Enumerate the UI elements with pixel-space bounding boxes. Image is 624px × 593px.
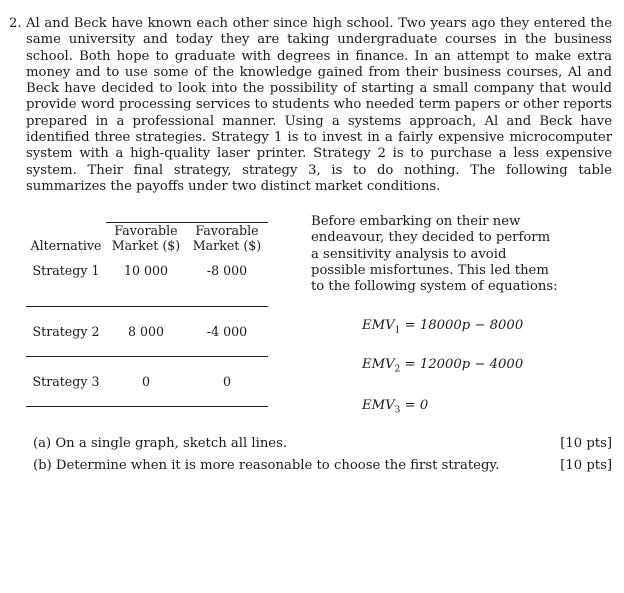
row-col1-value: 0 — [106, 357, 186, 407]
row-alternative: Strategy 1 — [26, 257, 106, 307]
equation-emv2 — [362, 357, 523, 375]
payoff-table — [26, 222, 268, 407]
table-row — [26, 357, 268, 407]
row-col2-value: -4 000 — [186, 307, 268, 357]
equation-rhs: = 18000p − 8000 — [400, 318, 524, 333]
equation-rhs: = 12000p − 4000 — [400, 357, 524, 372]
header-blank — [26, 223, 106, 239]
equation-lhs: EMV — [362, 318, 395, 333]
table-row — [26, 257, 268, 307]
row-col2-value: 0 — [186, 357, 268, 407]
equation-emv3 — [362, 398, 428, 416]
equation-emv1 — [362, 318, 523, 336]
part-b-text: (b) Determine when it is more reasonable to choose the first strategy. — [33, 458, 500, 473]
part-a-text: (a) On a single graph, sketch all lines. — [33, 436, 288, 451]
row-alternative: Strategy 2 — [26, 307, 106, 357]
sensitivity-paragraph: Before embarking on their new endeavour, they decided to perform a sensitivity analysis to avoid possible misfortunes. This led them to the following system of equations: — [311, 214, 558, 295]
equation-rhs: = 0 — [400, 398, 429, 413]
header-alternative: Alternative — [30, 238, 102, 253]
problem-intro: Al and Beck have known each other since high school. Two years ago they entered the same university and today they are taking undergraduate courses in the business school. Both hope to graduate with degrees in finance. In an attempt to make extra money and to use some of the knowledge gained from their business courses, Al and Beck have decided to look into the possibility of starting a small company that would provide word processing services to students who needed term papers or other reports prepared in a professional manner. Using a systems approach, Al and Beck have identified three strategies. Strategy 1 is to invest in a fairly expensive microcomputer system with a high-quality laser printer. Strategy 2 is to purchase a less expensive system. Their final strategy, strategy 3, is to do nothing. The following table summarizes the payoffs under two distinct market conditions. — [26, 16, 612, 194]
problem-number: 2. — [9, 16, 22, 31]
row-col1-value: 8 000 — [106, 307, 186, 357]
header-col2-line1: Favorable — [186, 223, 268, 239]
equation-subscript: 3 — [394, 405, 401, 416]
header-col1-line2: Market ($) — [111, 238, 181, 253]
equation-lhs: EMV — [362, 398, 395, 413]
header-col2-line2: Market ($) — [192, 238, 262, 253]
row-col1-value: 10 000 — [106, 257, 186, 307]
table-row — [26, 307, 268, 357]
row-col2-value: -8 000 — [186, 257, 268, 307]
header-col1-line1: Favorable — [106, 223, 186, 239]
equation-lhs: EMV — [362, 357, 395, 372]
equation-subscript: 1 — [394, 325, 401, 336]
equation-subscript: 2 — [394, 364, 401, 375]
row-alternative: Strategy 3 — [26, 357, 106, 407]
part-a-points: [10 pts] — [560, 436, 612, 451]
part-b-points: [10 pts] — [560, 458, 612, 473]
